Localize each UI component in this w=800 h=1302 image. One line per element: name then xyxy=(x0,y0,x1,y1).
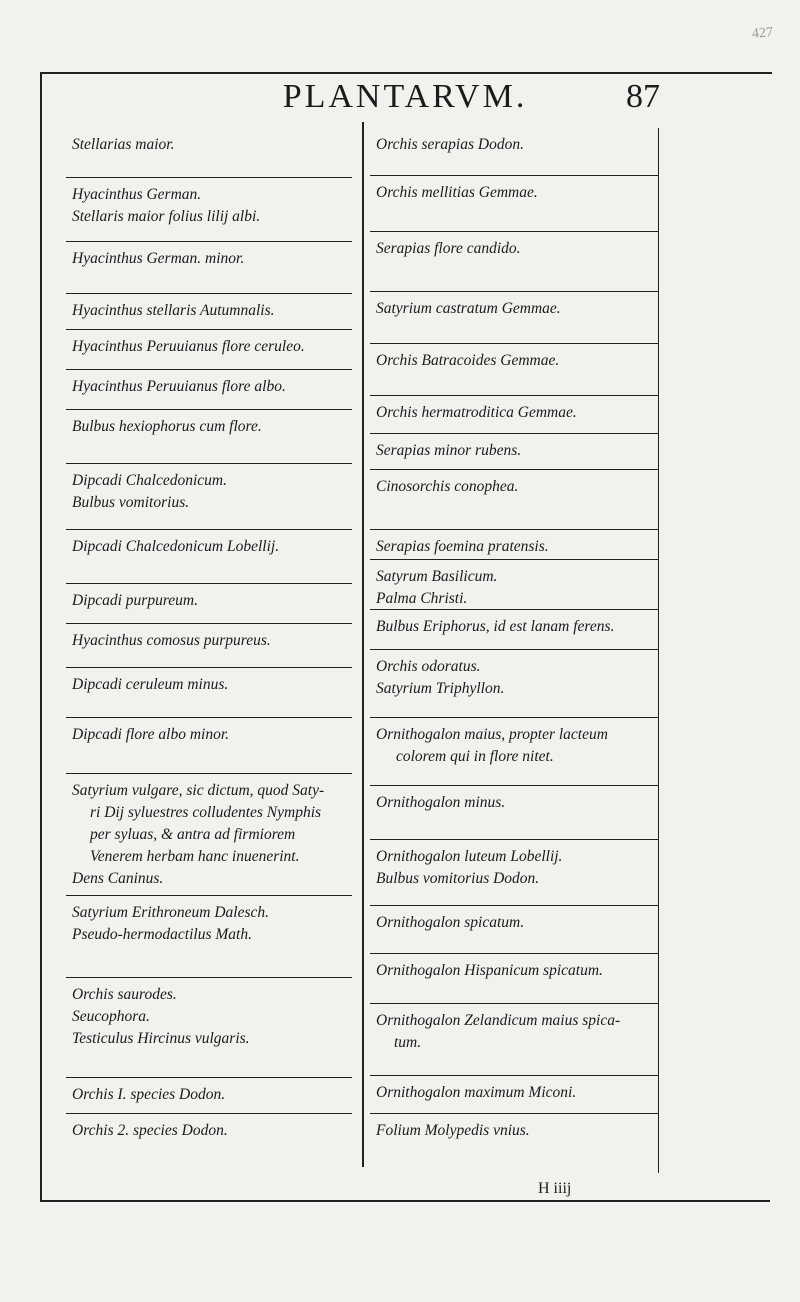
entry-text: Orchis Batracoides Gemmae. xyxy=(376,352,560,369)
entry-text: Orchis I. species Dodon. xyxy=(72,1086,226,1103)
list-item xyxy=(370,1004,658,1076)
right-column xyxy=(370,128,659,1173)
list-item xyxy=(370,840,658,906)
list-item xyxy=(66,294,352,330)
entry-text: per syluas, & antra ad firmiorem xyxy=(90,826,296,843)
list-item xyxy=(370,176,658,232)
list-item xyxy=(66,530,352,584)
entry-text: Bulbus vomitorius Dodon. xyxy=(376,870,540,887)
entry-text: Orchis mellitias Gemmae. xyxy=(376,184,538,201)
entry-text: Stellarias maior. xyxy=(72,136,175,153)
list-item xyxy=(66,178,352,242)
entry-text: Hyacinthus stellaris Autumnalis. xyxy=(72,302,275,319)
entry-text: Ornithogalon Zelandicum maius spica- xyxy=(376,1012,621,1029)
entry-text: Serapias minor rubens. xyxy=(376,442,522,459)
list-item xyxy=(370,396,658,434)
list-item xyxy=(370,1076,658,1114)
list-item xyxy=(370,470,658,530)
entry-text: Orchis serapias Dodon. xyxy=(376,136,524,153)
entry-text: Orchis hermatroditica Gemmae. xyxy=(376,404,577,421)
entry-text: Bulbus hexiophorus cum flore. xyxy=(72,418,262,435)
entry-text: Testiculus Hircinus vulgaris. xyxy=(72,1030,250,1047)
list-item xyxy=(370,1114,658,1154)
list-item xyxy=(370,610,658,650)
entry-text: Satyrium Erithroneum Dalesch. xyxy=(72,904,270,921)
list-item xyxy=(66,896,352,978)
list-item xyxy=(66,370,352,410)
entry-text: Folium Molypedis vnius. xyxy=(376,1122,530,1139)
list-item xyxy=(370,232,658,292)
entry-text: colorem qui in flore nitet. xyxy=(396,748,554,765)
entry-text: Ornithogalon spicatum. xyxy=(376,914,525,931)
list-item xyxy=(66,330,352,370)
left-column xyxy=(66,128,352,1173)
entry-text: Cinosorchis conophea. xyxy=(376,478,519,495)
list-item xyxy=(66,668,352,718)
list-item xyxy=(370,344,658,396)
entry-text: Palma Christi. xyxy=(376,590,468,607)
list-item xyxy=(66,410,352,464)
margin-note: 427 xyxy=(751,25,774,42)
list-item xyxy=(66,464,352,530)
list-item xyxy=(370,128,658,176)
entry-text: Ornithogalon maius, propter lacteum xyxy=(376,726,608,743)
list-item xyxy=(66,1078,352,1114)
entry-text: Satyrum Basilicum. xyxy=(376,568,498,585)
list-item xyxy=(370,954,658,1004)
list-item xyxy=(370,906,658,954)
entry-text: Ornithogalon minus. xyxy=(376,794,506,811)
list-item xyxy=(66,1114,352,1154)
entry-text: Satyrium vulgare, sic dictum, quod Saty- xyxy=(72,782,325,799)
list-item xyxy=(66,584,352,624)
list-item xyxy=(66,128,352,178)
list-item xyxy=(66,718,352,774)
entry-text: Orchis saurodes. xyxy=(72,986,177,1003)
entry-text: Hyacinthus Peruuianus flore albo. xyxy=(72,378,286,395)
list-item xyxy=(370,292,658,344)
entry-text: Orchis 2. species Dodon. xyxy=(72,1122,228,1139)
list-item xyxy=(370,530,658,560)
entry-text: Hyacinthus Peruuianus flore ceruleo. xyxy=(72,338,305,355)
running-title: PLANTARVM. xyxy=(282,78,528,115)
list-item xyxy=(66,978,352,1078)
bottom-rule xyxy=(40,1200,770,1202)
page-header xyxy=(40,78,770,122)
list-item xyxy=(370,650,658,718)
entry-text: Dipcadi flore albo minor. xyxy=(72,726,230,743)
entry-text: Orchis odoratus. xyxy=(376,658,481,675)
entry-text: Serapias flore candido. xyxy=(376,240,521,257)
entry-text: Dipcadi Chalcedonicum. xyxy=(72,472,227,489)
list-item xyxy=(370,560,658,610)
entry-text: ri Dij syluestres colludentes Nymphis xyxy=(90,804,322,821)
entry-text: Dipcadi Chalcedonicum Lobellij. xyxy=(72,538,280,555)
column-divider xyxy=(362,122,364,1167)
entry-text: Dipcadi ceruleum minus. xyxy=(72,676,229,693)
list-item xyxy=(66,242,352,294)
entry-text: Dens Caninus. xyxy=(72,870,164,887)
page-number: 87 xyxy=(626,78,660,115)
entry-text: Seucophora. xyxy=(72,1008,150,1025)
entry-text: Dipcadi purpureum. xyxy=(72,592,198,609)
entry-text: Hyacinthus German. minor. xyxy=(72,250,245,267)
entry-text: Satyrium Triphyllon. xyxy=(376,680,505,697)
list-item xyxy=(370,718,658,786)
entry-text: Bulbus Eriphorus, id est lanam ferens. xyxy=(376,618,615,635)
list-item xyxy=(370,786,658,840)
entry-text: Ornithogalon Hispanicum spicatum. xyxy=(376,962,603,979)
entry-text: Ornithogalon maximum Miconi. xyxy=(376,1084,577,1101)
entry-text: Serapias foemina pratensis. xyxy=(376,538,549,555)
entry-text: Bulbus vomitorius. xyxy=(72,494,190,511)
entry-text: Venerem herbam hanc inuenerint. xyxy=(90,848,300,865)
entry-text: Pseudo-hermodactilus Math. xyxy=(72,926,252,943)
entry-text: Ornithogalon luteum Lobellij. xyxy=(376,848,563,865)
list-item xyxy=(66,624,352,668)
list-item xyxy=(66,774,352,896)
entry-text: tum. xyxy=(394,1034,422,1051)
entry-text: Hyacinthus German. xyxy=(72,186,202,203)
entry-text: Satyrium castratum Gemmae. xyxy=(376,300,561,317)
entry-text: Stellaris maior folius lilij albi. xyxy=(72,208,261,225)
list-item xyxy=(370,434,658,470)
entry-text: Hyacinthus comosus purpureus. xyxy=(72,632,271,649)
signature-mark: H iiij xyxy=(538,1180,572,1197)
